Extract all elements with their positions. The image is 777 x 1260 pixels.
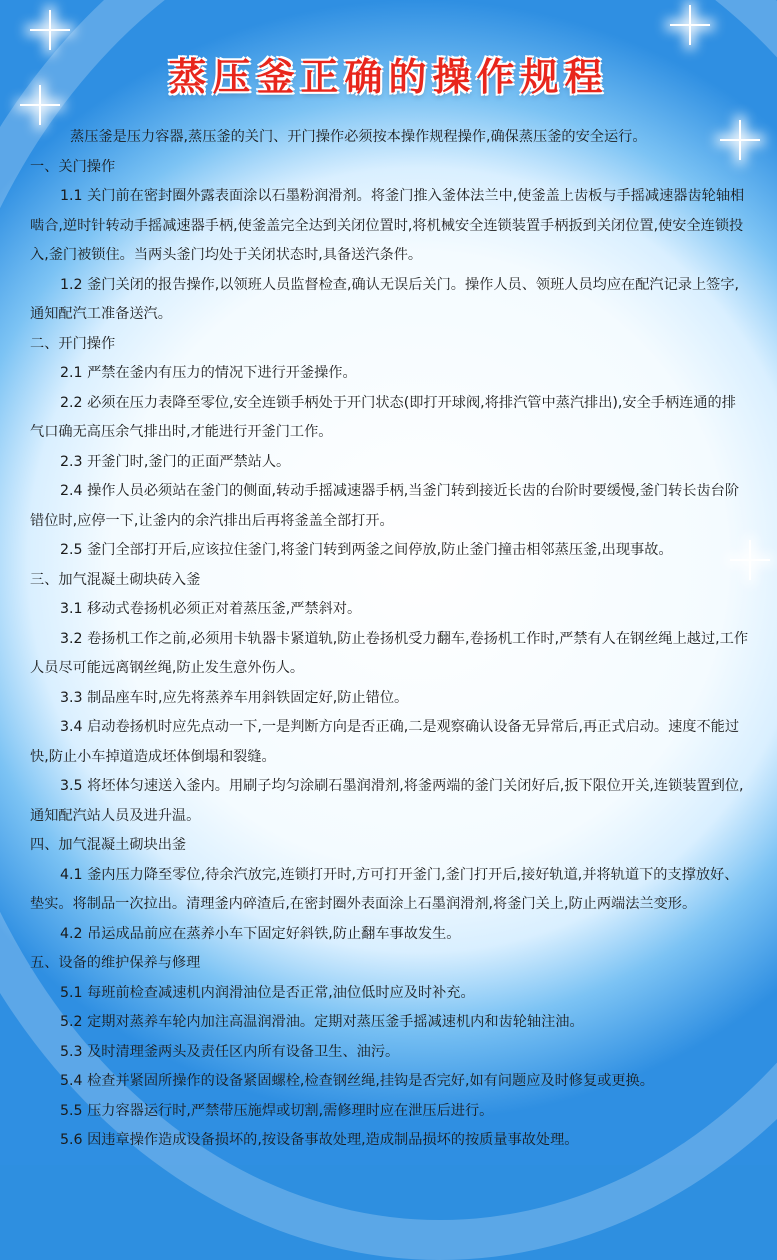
section-1 [30, 153, 750, 330]
section-item: 3.3 制品座车时,应先将蒸养车用斜铁固定好,防止错位。 [60, 689, 409, 706]
section-heading: 四、加气混凝土砌块出釜 [30, 837, 187, 853]
section-heading: 五、设备的维护保养与修理 [30, 955, 201, 971]
section-item: 4.2 吊运成品前应在蒸养小车下固定好斜铁,防止翻车事故发生。 [60, 925, 461, 942]
section-item: 2.4 操作人员必须站在釜门的侧面,转动手摇减速器手柄,当釜门转到接近长齿的台阶时要缓慢,釜门转长齿台阶错位时,应停一下,让釜内的余汽排出后再将釜盖全部打开。 [30, 483, 740, 529]
section-item: 2.5 釜门全部打开后,应该拉住釜门,将釜门转到两釜之间停放,防止釜门撞击相邻蒸压釜,出现事故。 [60, 542, 673, 558]
section-item: 5.1 每班前检查减速机内润滑油位是否正常,油位低时应及时补充。 [60, 984, 475, 1001]
section-item: 3.4 启动卷扬机时应先点动一下,一是判断方向是否正确,二是观察确认设备无异常后,再正式启动。速度不能过快,防止小车掉道造成坯体倒塌和裂缝。 [30, 719, 740, 765]
section-item: 4.1 釜内压力降至零位,待余汽放完,连锁打开时,方可打开釜门,釜门打开后,接好轨道,并将轨道下的支撑放好、垫实。将制品一次拉出。清理釜内碎渣后,在密封圈外表面涂上石墨润滑剂,将釜门关上,防止两端法兰变形。 [30, 866, 739, 912]
section-3 [30, 566, 750, 832]
document-body [30, 123, 750, 1156]
section-2 [30, 330, 750, 566]
section-item: 5.5 压力容器运行时,严禁带压施焊或切割,需修理时应在泄压后进行。 [60, 1102, 494, 1119]
section-item: 3.2 卷扬机工作之前,必须用卡轨器卡紧道轨,防止卷扬机受力翻车,卷扬机工作时,严禁有人在钢丝绳上越过,工作人员尽可能远离钢丝绳,防止发生意外伤人。 [30, 630, 749, 676]
section-item: 2.2 必须在压力表降至零位,安全连锁手柄处于开门状态(即打开球阀,将排汽管中蒸汽排出),安全手柄连通的排气口确无高压余气排出时,才能进行开釜门工作。 [30, 394, 736, 440]
section-item: 1.2 釜门关闭的报告操作,以领班人员监督检查,确认无误后关门。操作人员、领班人员均应在配汽记录上签字,通知配汽工准备送汽。 [30, 276, 740, 322]
section-item: 2.1 严禁在釜内有压力的情况下进行开釜操作。 [60, 365, 357, 381]
section-item: 2.3 开釜门时,釜门的正面严禁站人。 [60, 453, 291, 470]
page-title: 蒸压釜正确的操作规程 [168, 54, 609, 99]
section-heading: 一、关门操作 [30, 158, 116, 175]
section-heading: 三、加气混凝土砌块砖入釜 [30, 571, 201, 588]
intro-paragraph: 蒸压釜是压力容器,蒸压釜的关门、开门操作必须按本操作规程操作,确保蒸压釜的安全运行。 [70, 129, 647, 145]
section-item: 5.4 检查并紧固所操作的设备紧固螺栓,检查钢丝绳,挂钩是否完好,如有问题应及时修复或更换。 [60, 1073, 654, 1089]
section-item: 5.3 及时清理釜两头及责任区内所有设备卫生、油污。 [60, 1043, 400, 1060]
section-item: 1.1 关门前在密封圈外露表面涂以石墨粉润滑剂。将釜门推入釜体法兰中,使釜盖上齿板与手摇减速器齿轮轴相啮合,逆时针转动手摇减速器手柄,使釜盖完全达到关闭位置时,将机械安全连锁装置手柄扳到关闭位置,使安全连锁投入,釜门被锁住。当两头釜门均处于关闭状态时,具备送汽条件。 [30, 188, 745, 263]
section-4 [30, 831, 750, 949]
section-5 [30, 949, 750, 1156]
section-item: 3.1 移动式卷扬机必须正对着蒸压釜,严禁斜对。 [60, 601, 362, 617]
section-heading: 二、开门操作 [30, 335, 116, 352]
section-item: 5.2 定期对蒸养车轮内加注高温润滑油。定期对蒸压釜手摇减速机内和齿轮轴注油。 [60, 1014, 584, 1030]
section-item: 3.5 将坯体匀速送入釜内。用刷子均匀涂刷石墨润滑剂,将釜两端的釜门关闭好后,扳下限位开关,连锁装置到位,通知配汽站人员及进升温。 [30, 778, 744, 824]
section-item: 5.6 因违章操作造成设备损坏的,按设备事故处理,造成制品损坏的按质量事故处理。 [60, 1132, 579, 1148]
